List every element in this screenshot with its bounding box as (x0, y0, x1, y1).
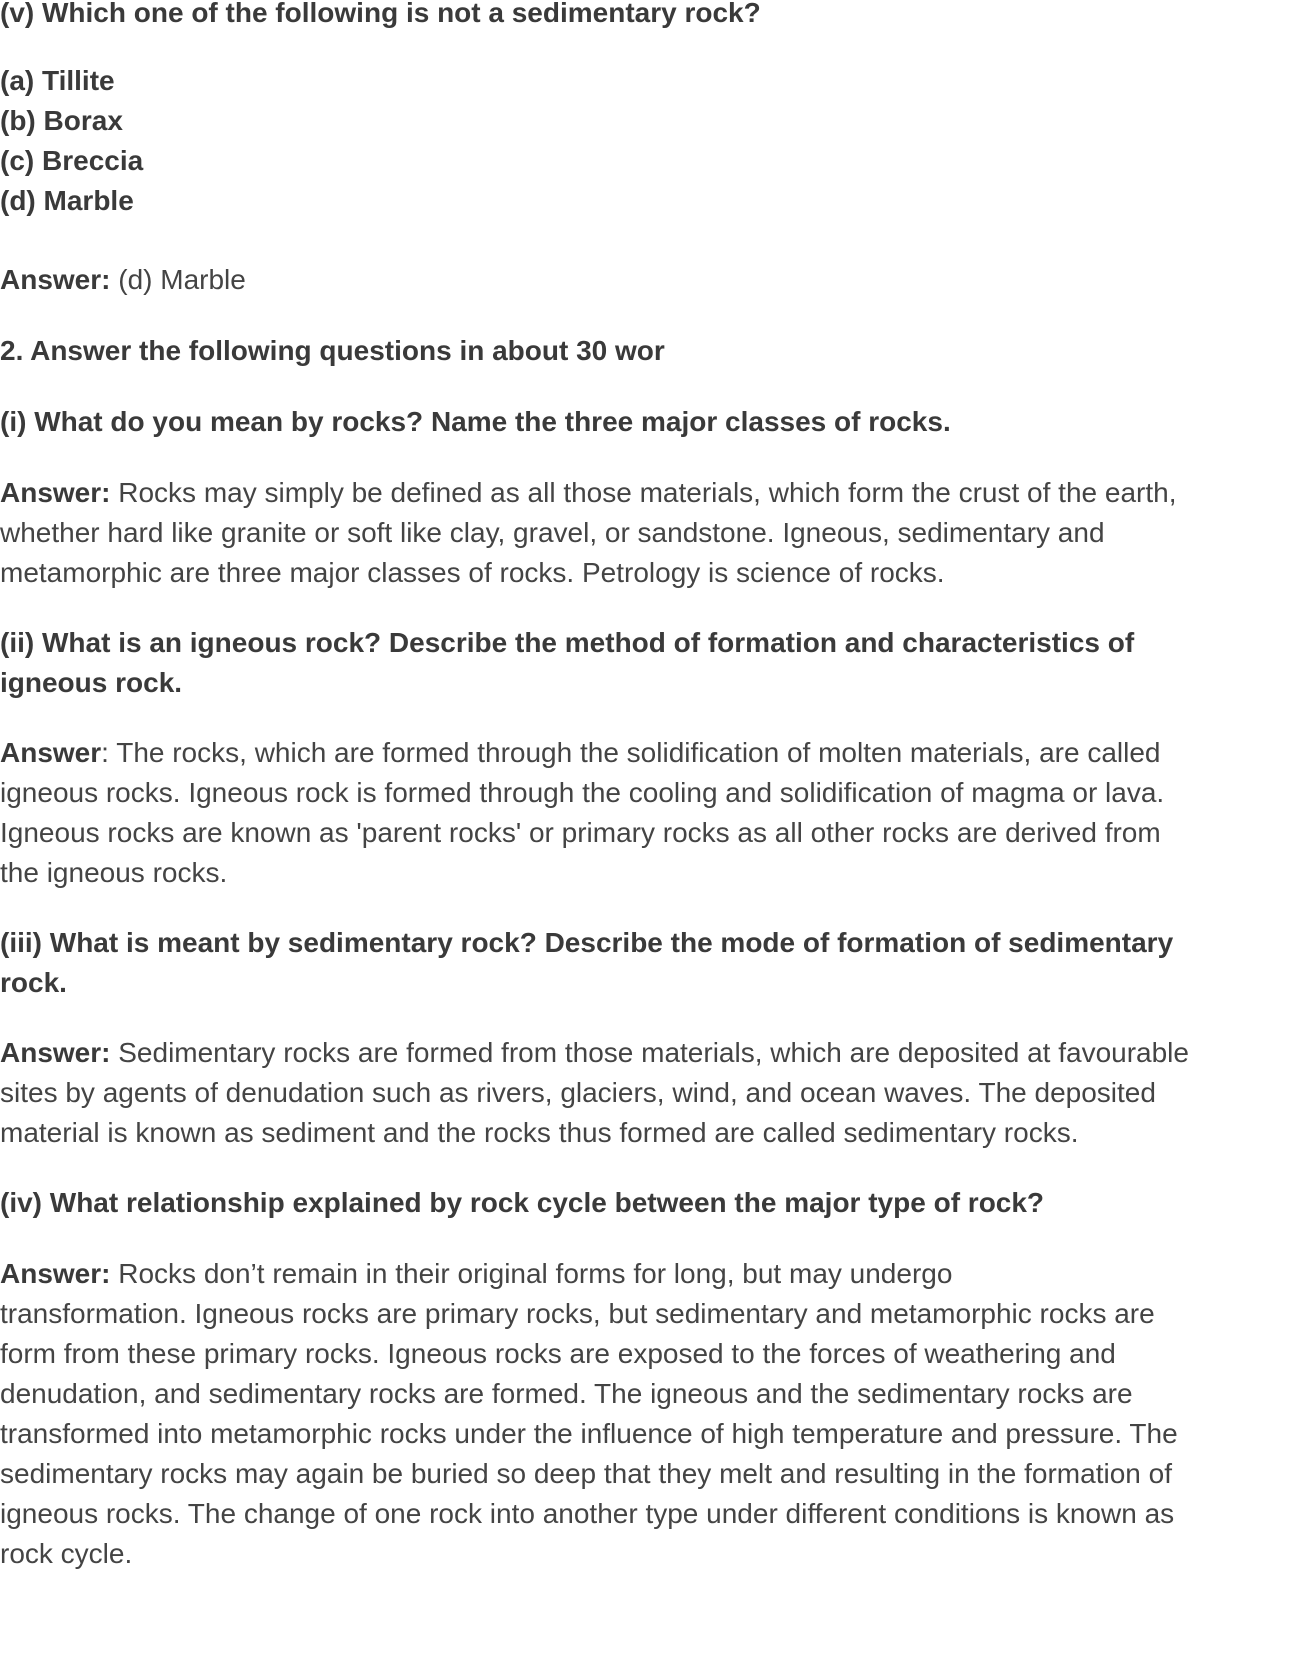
answer-line: form from these primary rocks. Igneous rocks are exposed to the forces of weathering and (0, 1338, 1116, 1369)
question-text: (i) What do you mean by rocks? Name the three major classes of rocks. (0, 406, 951, 437)
question-v (0, 0, 761, 34)
answer-line: metamorphic are three major classes of rocks. Petrology is science of rocks. (0, 557, 945, 588)
answer-line: transformed into metamorphic rocks under the influence of high temperature and pressure. The (0, 1418, 1178, 1449)
answer-label: Answer: (0, 1258, 111, 1289)
section-heading (0, 330, 665, 372)
answer-line: rock cycle. (0, 1538, 133, 1569)
answer-line: Sedimentary rocks are formed from those materials, which are deposited at favourable (110, 1037, 1189, 1068)
answer-label: Answer: (0, 477, 111, 508)
question-iv (0, 1182, 1044, 1224)
question-text: (ii) What is an igneous rock? Describe the method of formation and characteristics of (0, 627, 1135, 658)
answer-i (0, 472, 1176, 594)
answer-ii (0, 732, 1164, 894)
option-b: (b) Borax (0, 105, 123, 136)
answer-line: : The rocks, which are formed through the solidification of molten materials, are called (101, 737, 1161, 768)
answer-line: sedimentary rocks may again be buried so deep that they melt and resulting in the formation of (0, 1458, 1172, 1489)
question-text: (iv) What relationship explained by rock cycle between the major type of rock? (0, 1187, 1045, 1218)
answer-iii (0, 1032, 1189, 1154)
answer-line: denudation, and sedimentary rocks are formed. The igneous and the sedimentary rocks are (0, 1378, 1133, 1409)
answer-label: Answer (0, 737, 102, 768)
answer-line: Rocks may simply be defined as all those materials, which form the crust of the earth, (110, 477, 1177, 508)
answer-text: (d) Marble (110, 264, 246, 295)
answer-line: transformation. Igneous rocks are primary rocks, but sedimentary and metamorphic rocks are (0, 1298, 1155, 1329)
section-2-heading: 2. Answer the following questions in about 30 wor (0, 335, 665, 366)
question-i (0, 401, 951, 443)
answer-line: Rocks don’t remain in their original forms for long, but may undergo (110, 1258, 953, 1289)
question-text: rock. (0, 967, 67, 998)
answer-iv (0, 1253, 1178, 1575)
question-text: igneous rock. (0, 667, 183, 698)
answer-line: sites by agents of denudation such as rivers, glaciers, wind, and ocean waves. The deposited (0, 1077, 1156, 1108)
option-a: (a) Tillite (0, 65, 115, 96)
question-text: (iii) What is meant by sedimentary rock? Describe the mode of formation of sedimentary (0, 927, 1174, 958)
answer-line: igneous rocks. Igneous rock is formed through the cooling and solidification of magma or lava. (0, 777, 1165, 808)
answer-line: the igneous rocks. (0, 857, 228, 888)
question-ii (0, 622, 1134, 704)
option-d: (d) Marble (0, 185, 134, 216)
question-text: (v) Which one of the following is not a sedimentary rock? (0, 0, 761, 28)
question-iii (0, 922, 1173, 1004)
answer-line: igneous rocks. The change of one rock into another type under different conditions is known as (0, 1498, 1175, 1529)
answer-line: whether hard like granite or soft like clay, gravel, or sandstone. Igneous, sedimentary and (0, 517, 1105, 548)
answer-label: Answer: (0, 1037, 111, 1068)
answer-line: material is known as sediment and the rocks thus formed are called sedimentary rocks. (0, 1117, 1079, 1148)
answer-v (0, 259, 246, 301)
options-list (0, 61, 143, 221)
answer-line: Igneous rocks are known as 'parent rocks' or primary rocks as all other rocks are derived from (0, 817, 1161, 848)
answer-label: Answer: (0, 264, 111, 295)
option-c: (c) Breccia (0, 145, 144, 176)
